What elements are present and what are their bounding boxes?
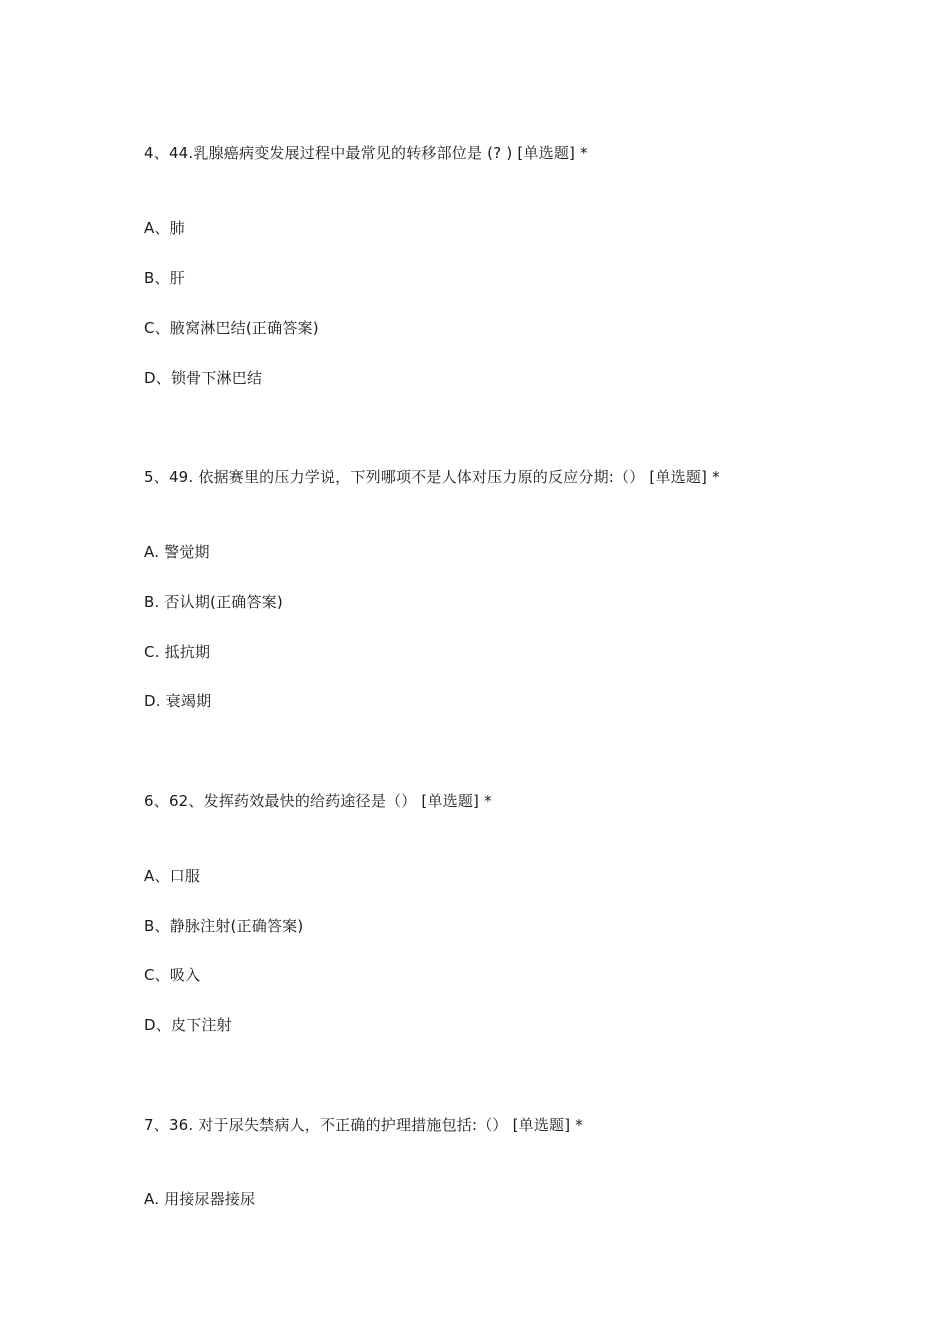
question-4-option-a: A、肺 <box>144 219 185 237</box>
question-7-title: 7、36. 对于尿失禁病人，不正确的护理措施包括:（） [单选题] * <box>144 1116 583 1134</box>
question-5-option-c: C. 抵抗期 <box>144 643 211 661</box>
question-4-option-d: D、锁骨下淋巴结 <box>144 369 263 387</box>
question-7-option-a: A. 用接尿器接尿 <box>144 1190 256 1208</box>
question-5-title: 5、49. 依据赛里的压力学说，下列哪项不是人体对压力原的反应分期:（） [单选题] * <box>144 468 720 486</box>
question-4-option-b: B、肝 <box>144 269 185 287</box>
question-6-option-b: B、静脉注射(正确答案) <box>144 917 304 935</box>
question-5-option-b: B. 否认期(正确答案) <box>144 593 283 611</box>
question-4-title: 4、44.乳腺癌病变发展过程中最常见的转移部位是 (? ) [单选题] * <box>144 144 588 162</box>
question-6-title: 6、62、发挥药效最快的给药途径是（） [单选题] * <box>144 792 492 810</box>
question-6-option-d: D、皮下注射 <box>144 1016 232 1034</box>
question-4-option-c: C、腋窝淋巴结(正确答案) <box>144 319 319 337</box>
question-5-option-d: D. 衰竭期 <box>144 692 212 710</box>
question-5-option-a: A. 警觉期 <box>144 543 210 561</box>
question-6-option-a: A、口服 <box>144 867 201 885</box>
question-6-option-c: C、吸入 <box>144 966 201 984</box>
